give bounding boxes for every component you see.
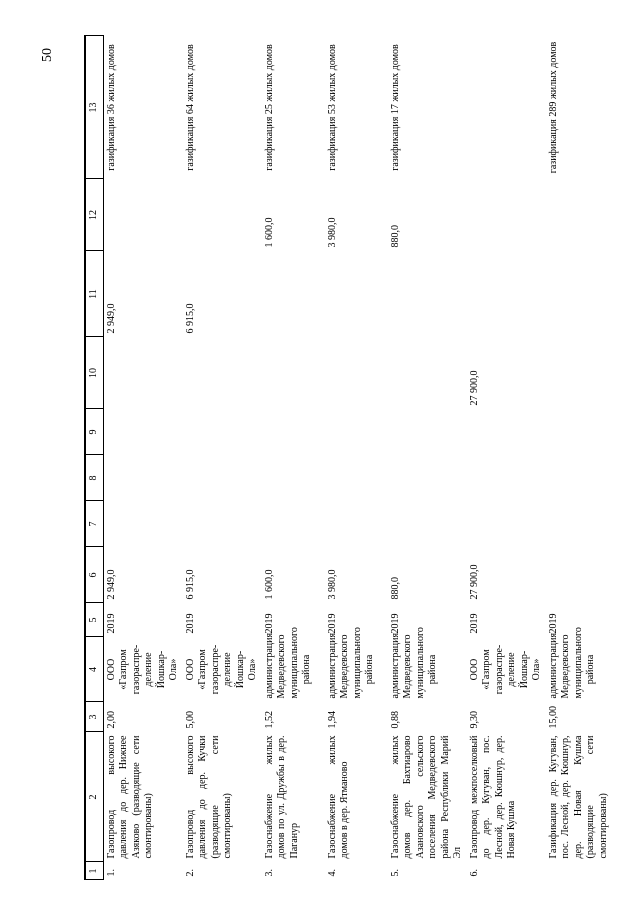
year: 2019 [184, 613, 196, 634]
cell-10 [325, 337, 388, 409]
length-km: 5,00 [184, 711, 196, 729]
cell-11 [388, 251, 467, 337]
total-cost: 3 980,0 [326, 569, 338, 600]
page-number: 50 [40, 48, 55, 62]
year: 2019 [105, 613, 117, 634]
cell-9 [467, 409, 546, 455]
table-row [262, 36, 325, 880]
cell-10 [262, 337, 325, 409]
length-km: 1,52 [263, 711, 275, 729]
year: 2019 [263, 613, 275, 634]
column-header: 7 [85, 501, 103, 547]
object-name: Газоснабжение жилых домов дер. Бахтиарово Азановского сельского поселения Медведевского района Республики Марий Эл [389, 735, 463, 859]
length-km: 1,94 [326, 711, 338, 729]
cell-10 [103, 337, 183, 409]
result [467, 36, 546, 179]
gasification-table [84, 35, 612, 880]
rotated-table-page [84, 35, 609, 880]
responsible-org: администрация Медведевского муниципального района [326, 627, 375, 699]
cell-12: 880,0 [389, 225, 401, 248]
result: газификация 17 жилых домов [389, 44, 401, 171]
cell-7 [103, 501, 183, 547]
table-row [103, 36, 183, 880]
total-cost: 6 915,0 [184, 569, 196, 600]
responsible-org: администрация Медведевского муниципального района [263, 627, 312, 699]
column-header: 13 [85, 36, 103, 179]
object-name: Газоснабжение жилых домов в дер. Ятманово [326, 735, 350, 859]
total-cost: 1 600,0 [263, 569, 275, 600]
cell-11 [546, 251, 613, 337]
cell-12 [546, 179, 613, 251]
table-row [546, 36, 613, 880]
cell-7 [262, 501, 325, 547]
object-name: Газопровод высокого давления до дер. Кучки (разводящие сети смонтированы) [184, 735, 233, 859]
cell-8 [467, 455, 546, 501]
year: 2019 [547, 613, 559, 634]
total-cost [546, 547, 613, 603]
cell-10: 27 900,0 [468, 370, 480, 406]
table-row [183, 36, 262, 880]
result: газификация 25 жилых домов [263, 44, 275, 171]
result: газификация 64 жилых домов [184, 44, 196, 171]
cell-11: 2 949,0 [105, 303, 117, 334]
cell-8 [325, 455, 388, 501]
responsible-org: ООО «Газпром газораспре-деление Йошкар-Ола» [105, 644, 179, 695]
column-header: 3 [85, 702, 103, 732]
cell-12 [467, 179, 546, 251]
column-header: 11 [85, 251, 103, 337]
table-row [467, 36, 546, 880]
cell-11 [325, 251, 388, 337]
result: газификация 53 жилых домов [326, 44, 338, 171]
object-name: Газификация дер. Кугуван, пос. Лесной, дер. Кюшнур, дер. Новая Кушма (разводящие сети смонтированы) [547, 735, 609, 859]
cell-9 [388, 409, 467, 455]
column-header: 1 [85, 862, 103, 880]
cell-11: 6 915,0 [184, 303, 196, 334]
cell-10 [183, 337, 262, 409]
result: газификация 289 жилых домов [547, 41, 559, 174]
responsible-org: ООО «Газпром газораспре-деление Йошкар-Ола» [468, 644, 542, 695]
column-header: 2 [85, 732, 103, 862]
row-number: 6. [468, 869, 480, 877]
object-name: Газопровод межпоселковый до дер. Кугуван, пос. Лесной, дер. Кюшнур, дер. Новая Кушма [468, 735, 517, 859]
length-km: 2,00 [105, 711, 117, 729]
year: 2019 [326, 613, 338, 634]
object-name: Газопровод высокого давления до дер. Нижнее Азяково (разводящие сети смонтированы) [105, 735, 154, 859]
cell-11 [262, 251, 325, 337]
cell-12: 3 980,0 [326, 217, 338, 248]
responsible-org: администрация Медведевского муниципального района [547, 627, 596, 699]
column-header: 8 [85, 455, 103, 501]
cell-9 [262, 409, 325, 455]
column-header: 5 [85, 603, 103, 637]
cell-8 [388, 455, 467, 501]
length-km: 0,88 [389, 711, 401, 729]
table-row [388, 36, 467, 880]
table-row [325, 36, 388, 880]
cell-7 [388, 501, 467, 547]
column-header: 10 [85, 337, 103, 409]
column-header: 9 [85, 409, 103, 455]
cell-7 [546, 501, 613, 547]
row-number [546, 862, 613, 880]
cell-9 [546, 409, 613, 455]
cell-9 [103, 409, 183, 455]
cell-8 [262, 455, 325, 501]
cell-11 [467, 251, 546, 337]
column-header: 4 [85, 637, 103, 702]
object-name: Газоснабжение жилых домов по ул. Дружбы в дер. Пагануp [263, 735, 300, 859]
row-number: 2. [184, 869, 196, 877]
total-cost: 880,0 [389, 577, 401, 600]
length-km: 9,30 [468, 711, 480, 729]
cell-10 [388, 337, 467, 409]
result: газификация 36 жилых домов [105, 44, 117, 171]
cell-8 [546, 455, 613, 501]
column-header: 12 [85, 179, 103, 251]
cell-12: 1 600,0 [263, 217, 275, 248]
cell-10 [546, 337, 613, 409]
responsible-org: администрация Медведевского муниципального района [389, 627, 438, 699]
cell-7 [467, 501, 546, 547]
row-number: 3. [263, 869, 275, 877]
cell-12 [183, 179, 262, 251]
length-km: 15,00 [547, 706, 559, 729]
cell-7 [325, 501, 388, 547]
responsible-org: ООО «Газпром газораспре-деление Йошкар-Ола» [184, 644, 258, 695]
cell-9 [183, 409, 262, 455]
row-number: 1. [105, 869, 117, 877]
year: 2019 [468, 613, 480, 634]
cell-8 [183, 455, 262, 501]
row-number: 4. [326, 869, 338, 877]
cell-12 [103, 179, 183, 251]
total-cost: 27 900,0 [468, 564, 480, 600]
total-cost: 2 949,0 [105, 569, 117, 600]
cell-8 [103, 455, 183, 501]
cell-7 [183, 501, 262, 547]
year: 2019 [389, 613, 401, 634]
cell-9 [325, 409, 388, 455]
row-number: 5. [389, 869, 401, 877]
column-number-row [85, 36, 103, 880]
column-header: 6 [85, 547, 103, 603]
